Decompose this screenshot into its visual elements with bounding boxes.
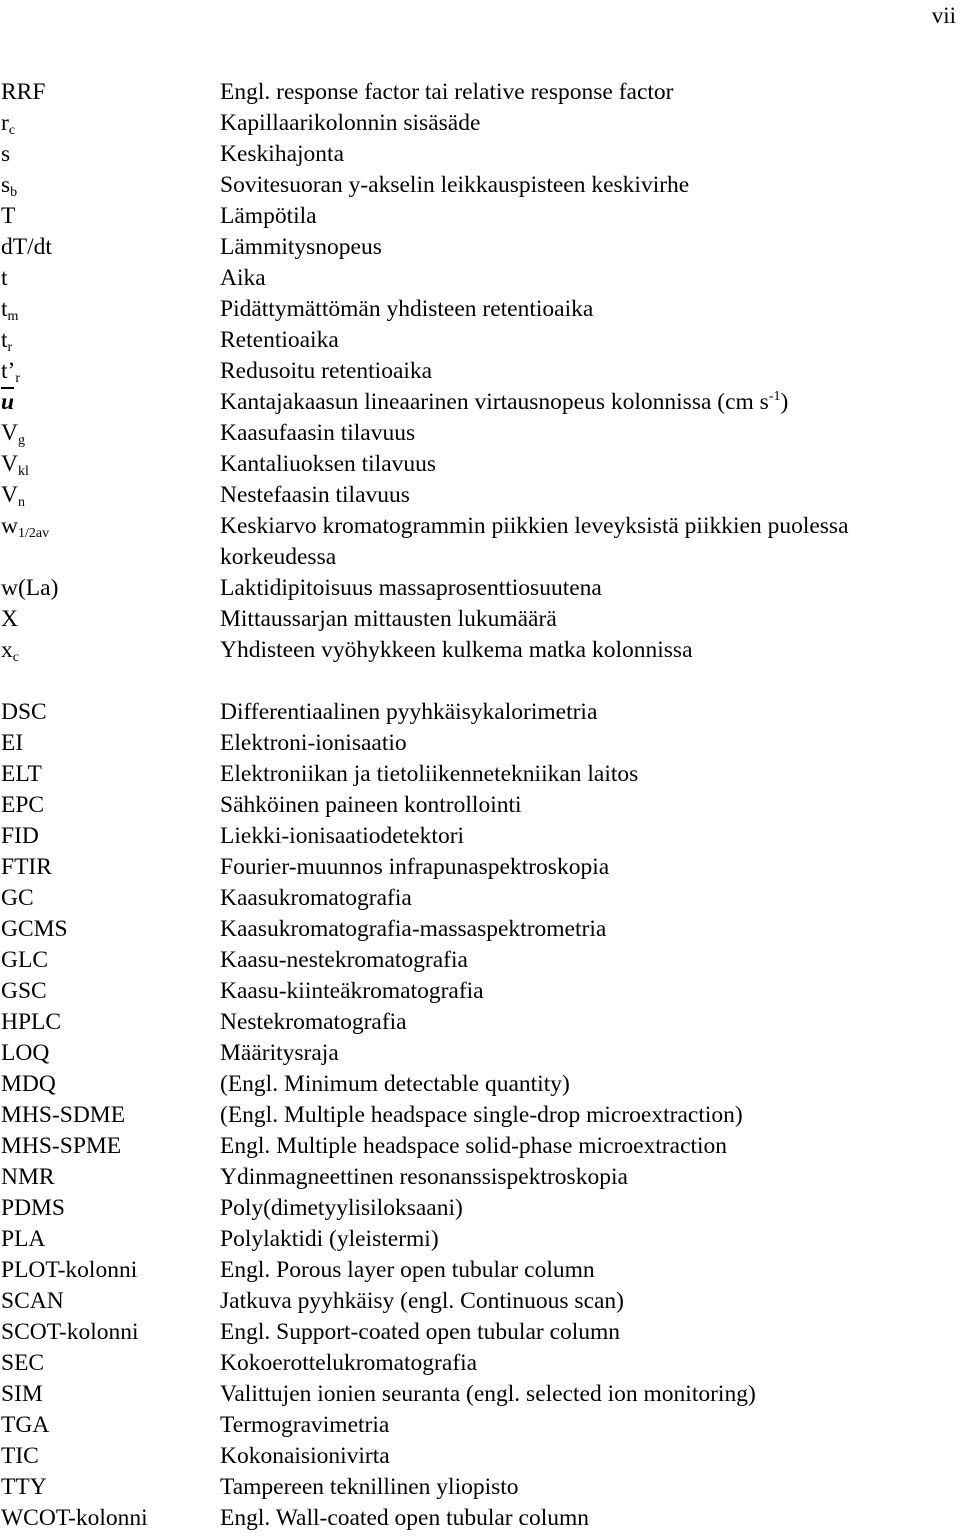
abbreviation-row	[0, 1069, 960, 1100]
symbol: $r_c$	[1, 110, 16, 138]
abbreviation: EPC	[1, 792, 45, 818]
symbol: $\overline{u}$	[1, 389, 15, 415]
abbreviation-row	[0, 1193, 960, 1224]
symbol-definition: Kapillaarikolonnin sisäsäde	[220, 110, 481, 136]
symbol-row	[0, 511, 960, 573]
page-number: vii	[931, 3, 956, 28]
symbol-definition: Lämmitysnopeus	[220, 234, 382, 260]
abbreviation: GLC	[1, 947, 48, 973]
abbreviation: FTIR	[1, 854, 52, 880]
abbreviation-row	[0, 1348, 960, 1379]
abbreviation-definition: (Engl. Multiple headspace single-drop microextraction)	[220, 1102, 743, 1128]
abbreviation-row	[0, 1379, 960, 1410]
abbreviation-definition: Elektroni-ionisaatio	[220, 730, 407, 756]
abbreviation-row	[0, 697, 960, 728]
symbol: RRF	[1, 79, 46, 105]
abbreviation: MHS-SDME	[1, 1102, 126, 1128]
symbol: dT/dt	[1, 234, 52, 260]
abbreviation-definition: Engl. Porous layer open tubular column	[220, 1257, 595, 1283]
symbol: X	[1, 606, 18, 632]
abbreviation-definition: Polylaktidi (yleistermi)	[220, 1226, 439, 1252]
abbreviation-definition: Valittujen ionien seuranta (engl. selected ion monitoring)	[220, 1381, 756, 1407]
abbreviation-definition: Poly(dimetyylisiloksaani)	[220, 1195, 463, 1221]
abbreviation-definition: Kokoerottelukromatografia	[220, 1350, 478, 1376]
symbol-row	[0, 170, 960, 201]
abbreviation-row	[0, 1007, 960, 1038]
symbol-row	[0, 232, 960, 263]
abbreviation-row	[0, 883, 960, 914]
abbreviation: LOQ	[1, 1040, 50, 1066]
symbol-row	[0, 201, 960, 232]
abbreviation: WCOT-kolonni	[1, 1505, 148, 1531]
abbreviation-row	[0, 1038, 960, 1069]
symbol-definition: Kantaliuoksen tilavuus	[220, 451, 437, 477]
symbol: s	[1, 141, 11, 167]
abbreviation-row	[0, 1441, 960, 1472]
abbreviation-definition: Kokonaisionivirta	[220, 1443, 390, 1469]
abbreviation-row	[0, 728, 960, 759]
symbol-row	[0, 635, 960, 666]
abbreviation: EI	[1, 730, 24, 756]
abbreviation-row	[0, 1503, 960, 1534]
abbreviation-row	[0, 1100, 960, 1131]
symbol-definition: Mittaussarjan mittausten lukumäärä	[220, 606, 557, 632]
symbol-definition: Engl. response factor tai relative response factor	[220, 79, 674, 105]
symbol-definition: Kaasufaasin tilavuus	[220, 420, 416, 446]
symbol: $w_{1/2av}$	[1, 513, 50, 541]
abbreviation-definition: Tampereen teknillinen yliopisto	[220, 1474, 519, 1500]
symbol-row	[0, 108, 960, 139]
abbreviation: GSC	[1, 978, 47, 1004]
abbreviation: SCAN	[1, 1288, 64, 1314]
abbreviation-row	[0, 1472, 960, 1503]
symbol-row	[0, 294, 960, 325]
abbreviation: MDQ	[1, 1071, 56, 1097]
abbreviation: PDMS	[1, 1195, 66, 1221]
abbreviation-definition: Kaasu-nestekromatografia	[220, 947, 468, 973]
abbreviation-definition: Kaasukromatografia-massaspektrometria	[220, 916, 607, 942]
symbol: T	[1, 203, 16, 229]
abbreviation: PLOT-kolonni	[1, 1257, 138, 1283]
symbol-definition: Laktidipitoisuus massaprosenttiosuutena	[220, 575, 602, 601]
abbreviation-definition: Engl. Multiple headspace solid-phase microextraction	[220, 1133, 728, 1159]
symbol-definition: Kantajakaasun lineaarinen virtausnopeus kolonnissa (cm $s^{-1}$)	[220, 389, 789, 415]
symbol-definition: Lämpötila	[220, 203, 317, 229]
symbol-row	[0, 573, 960, 604]
symbol-definition: Keskiarvo kromatogrammin piikkien leveyksistä piikkien puolessa korkeudessa	[220, 513, 849, 570]
abbreviation: PLA	[1, 1226, 46, 1252]
abbreviation-definition: Differentiaalinen pyyhkäisykalorimetria	[220, 699, 598, 725]
abbreviation-definition: Nestekromatografia	[220, 1009, 407, 1035]
abbreviation-row	[0, 914, 960, 945]
symbol: $x_c$	[1, 637, 19, 665]
abbreviation: HPLC	[1, 1009, 62, 1035]
abbreviation-definition: Jatkuva pyyhkäisy (engl. Continuous scan)	[220, 1288, 625, 1314]
symbol: $V_{kl}$	[1, 451, 29, 479]
abbreviation-row	[0, 790, 960, 821]
abbreviation-row	[0, 759, 960, 790]
symbol-definition: Sovitesuoran y-akselin leikkauspisteen keskivirhe	[220, 172, 690, 198]
abbreviation-row	[0, 945, 960, 976]
abbreviation-definition: Ydinmagneettinen resonanssispektroskopia	[220, 1164, 628, 1190]
symbol-list	[0, 77, 960, 1534]
abbreviation-definition: Engl. Wall-coated open tubular column	[220, 1505, 590, 1531]
symbol-row	[0, 139, 960, 170]
abbreviation-definition: Engl. Support-coated open tubular column	[220, 1319, 621, 1345]
abbreviation: TIC	[1, 1443, 39, 1469]
symbol-row	[0, 480, 960, 511]
abbreviation: FID	[1, 823, 39, 849]
abbreviation-row	[0, 1317, 960, 1348]
symbol: $t_m$	[1, 296, 19, 324]
symbol-row	[0, 325, 960, 356]
abbreviation-definition: Kaasu-kiinteäkromatografia	[220, 978, 484, 1004]
abbreviation-definition: Fourier-muunnos infrapunaspektroskopia	[220, 854, 610, 880]
abbreviation-row	[0, 1410, 960, 1441]
abbreviation-row	[0, 852, 960, 883]
abbreviation: SIM	[1, 1381, 43, 1407]
symbol-definition: Yhdisteen vyöhykkeen kulkema matka kolonnissa	[220, 637, 693, 663]
abbreviation-row	[0, 1286, 960, 1317]
abbreviation: MHS-SPME	[1, 1133, 122, 1159]
symbol: $s_b$	[1, 172, 18, 200]
abbreviation: NMR	[1, 1164, 55, 1190]
abbreviation-row	[0, 976, 960, 1007]
abbreviation-row	[0, 821, 960, 852]
abbreviation-row	[0, 1255, 960, 1286]
abbreviation-row	[0, 1131, 960, 1162]
symbol: $V_g$	[1, 420, 25, 448]
symbol-row	[0, 263, 960, 294]
symbol-definition: Redusoitu retentioaika	[220, 358, 433, 384]
abbreviation: GCMS	[1, 916, 68, 942]
symbol-definition: Retentioaika	[220, 327, 339, 353]
abbreviation-definition: (Engl. Minimum detectable quantity)	[220, 1071, 570, 1097]
symbol-row	[0, 604, 960, 635]
abbreviation-definition: Määritysraja	[220, 1040, 339, 1066]
symbol-row	[0, 77, 960, 108]
abbreviation-definition: Sähköinen paineen kontrollointi	[220, 792, 522, 818]
abbreviation: TGA	[1, 1412, 50, 1438]
symbol-row	[0, 387, 960, 418]
abbreviation: TTY	[1, 1474, 47, 1500]
abbreviation-definition: Elektroniikan ja tietoliikennetekniikan laitos	[220, 761, 639, 787]
abbreviation: SEC	[1, 1350, 45, 1376]
symbol-row	[0, 356, 960, 387]
symbol: t	[1, 265, 8, 291]
symbol-definition: Keskihajonta	[220, 141, 344, 167]
abbreviation-definition: Kaasukromatografia	[220, 885, 412, 911]
symbol: $t’_r$	[1, 358, 21, 386]
abbreviation-row	[0, 1224, 960, 1255]
abbreviation-row	[0, 1162, 960, 1193]
symbol: $t_r$	[1, 327, 13, 355]
abbreviation: DSC	[1, 699, 47, 725]
symbol-definition: Aika	[220, 265, 266, 291]
symbol: $V_n$	[1, 482, 25, 510]
abbreviation: ELT	[1, 761, 42, 787]
symbol-definition: Pidättymättömän yhdisteen retentioaika	[220, 296, 594, 322]
section-spacer	[0, 666, 960, 697]
symbol-definition: Nestefaasin tilavuus	[220, 482, 410, 508]
abbreviation-definition: Liekki-ionisaatiodetektori	[220, 823, 465, 849]
abbreviation: GC	[1, 885, 34, 911]
symbol-row	[0, 418, 960, 449]
abbreviation-definition: Termogravimetria	[220, 1412, 390, 1438]
symbol: w(La)	[1, 575, 59, 601]
symbol-row	[0, 449, 960, 480]
abbreviation: SCOT-kolonni	[1, 1319, 139, 1345]
